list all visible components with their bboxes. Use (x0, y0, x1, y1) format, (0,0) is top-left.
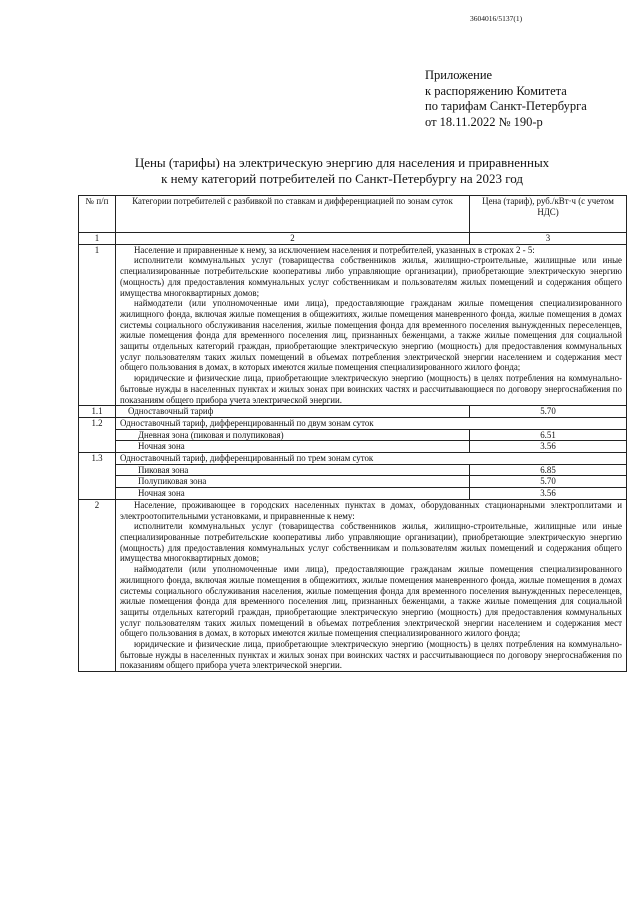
appendix-line: от 18.11.2022 № 190-р (425, 114, 543, 129)
zone-row (79, 488, 627, 500)
header-num: № п/п (79, 196, 116, 233)
appendix-line: Приложение (425, 68, 493, 82)
header-category: Категории потребителей с разбивкой по ставкам и дифференциацией по зонам суток (116, 196, 470, 233)
category-paragraph: юридические и физические лица, приобретающие электрическую энергию (мощность) в целях потребления на коммунально-бытовые нужды в населенных пунктах и жилых зонах при воинских частях и рассчитывающиеся по договору энергоснабжения по показаниям общего прибора учета электрической энергии. (120, 639, 622, 671)
row-number: 1.1 (79, 406, 116, 418)
zone-row (79, 476, 627, 488)
tariff-price: 5.70 (470, 406, 627, 418)
tariff-table (78, 195, 627, 672)
appendix-line: к распоряжению Комитета (425, 83, 567, 98)
column-number: 2 (116, 233, 470, 245)
zone-row (79, 441, 627, 453)
appendix-block (425, 68, 587, 130)
table-row (79, 244, 627, 406)
zone-label: Ночная зона (116, 488, 470, 500)
category-paragraph: юридические и физические лица, приобретающие электрическую энергию (мощность) в целях потребления на коммунально-бытовые нужды в населенных пунктах и жилых зонах при воинских частях и рассчитывающиеся по договору энергоснабжения по показаниям общего прибора учета электрической энергии. (120, 373, 622, 405)
zone-price: 6.51 (470, 429, 627, 441)
table-header-row (79, 196, 627, 233)
category-paragraph: исполнители коммунальных услуг (товарищества собственников жилья, жилищно-строительные, жилищные или иные специализированные потребительские кооперативы либо управляющие организации), приобретающие электрическую энергию (мощность) для предоставления коммунальных услуг собственникам и пользователям жилых помещений и содержания общего имущества многоквартирных домов; (120, 521, 622, 564)
tariff-label: Одноставочный тариф (116, 406, 470, 418)
table-row (79, 417, 627, 429)
tariff-label: Одноставочный тариф, дифференцированный по двум зонам суток (116, 417, 627, 429)
zone-row (79, 464, 627, 476)
zone-price: 6.85 (470, 464, 627, 476)
title-line: Цены (тарифы) на электрическую энергию для населения и приравненных (134, 155, 550, 170)
table-row (79, 499, 627, 671)
category-intro: Население, проживающее в городских населенных пунктах в домах, оборудованных стационарными электроплитами и электроотопительными установками, и приравненные к нему: (120, 499, 622, 521)
category-description (116, 499, 627, 671)
zone-label: Ночная зона (116, 441, 470, 453)
category-paragraph: исполнители коммунальных услуг (товарищества собственников жилья, жилищно-строительные, жилищные или иные специализированные потребительские кооперативы либо управляющие организации), приобретающие электрическую энергию (мощность) для предоставления коммунальных услуг собственникам и пользователям жилых помещений и содержания общего имущества многоквартирных домов; (120, 255, 622, 298)
zone-price: 3.56 (470, 441, 627, 453)
category-intro: Население и приравненные к нему, за исключением населения и потребителей, указанных в строках 2 - 5: (134, 244, 535, 255)
column-number: 1 (79, 233, 116, 245)
header-price: Цена (тариф), руб./кВт·ч (с учетом НДС) (470, 196, 627, 233)
zone-price: 3.56 (470, 488, 627, 500)
category-paragraph: наймодатели (или уполномоченные ими лица), предоставляющие гражданам жилые помещения специализированного жилищного фонда, включая жилые помещения в общежитиях, жилые помещения маневренного фонда, жилые помещения в домах системы социального обслуживания населения, жилые помещения фонда для временного поселения вынужденных переселенцев, жилые помещения фонда для временного поселения лиц, признанных беженцами, а также жилые помещения для социальной защиты отдельных категорий граждан, приобретающие электрическую энергию (мощность) для предоставления коммунальных услуг пользователям таких жилых помещений в объемах потребления электрической энергии населением и содержания мест общего пользования в домах, в которых имеются жилые помещения специализированного жилого фонда; (120, 298, 622, 373)
table-row (79, 406, 627, 418)
title-line: к нему категорий потребителей по Санкт-Петербургу на 2023 год (161, 171, 523, 186)
row-number: 2 (79, 499, 116, 671)
tariff-label: Одноставочный тариф, дифференцированный по трем зонам суток (116, 453, 627, 465)
document-title (90, 155, 594, 187)
zone-label: Дневная зона (пиковая и полупиковая) (116, 429, 470, 441)
zone-row (79, 429, 627, 441)
zone-label: Пиковая зона (116, 464, 470, 476)
zone-label: Полупиковая зона (116, 476, 470, 488)
category-paragraph: наймодатели (или уполномоченные ими лица), предоставляющие гражданам жилые помещения специализированного жилищного фонда, включая жилые помещения в общежитиях, жилые помещения маневренного фонда, жилые помещения в домах системы социального обслуживания населения, жилые помещения фонда для временного поселения вынужденных переселенцев, жилые помещения фонда для временного поселения лиц, признанных беженцами, а также жилые помещения для социальной защиты отдельных категорий граждан, приобретающие электрическую энергию (мощность) для предоставления коммунальных услуг пользователям таких жилых помещений в объемах потребления электрической энергии населением и содержания мест общего пользования в домах, в которых имеются жилые помещения специализированного жилого фонда; (120, 564, 622, 639)
appendix-line: по тарифам Санкт-Петербурга (425, 99, 587, 113)
row-number: 1.2 (79, 417, 116, 452)
category-description (116, 244, 627, 406)
row-number: 1 (79, 244, 116, 406)
table-row (79, 453, 627, 465)
column-number-row (79, 233, 627, 245)
row-number: 1.3 (79, 453, 116, 500)
document-id: 3604016/5137(1) (470, 14, 523, 23)
column-number: 3 (470, 233, 627, 245)
zone-price: 5.70 (470, 476, 627, 488)
